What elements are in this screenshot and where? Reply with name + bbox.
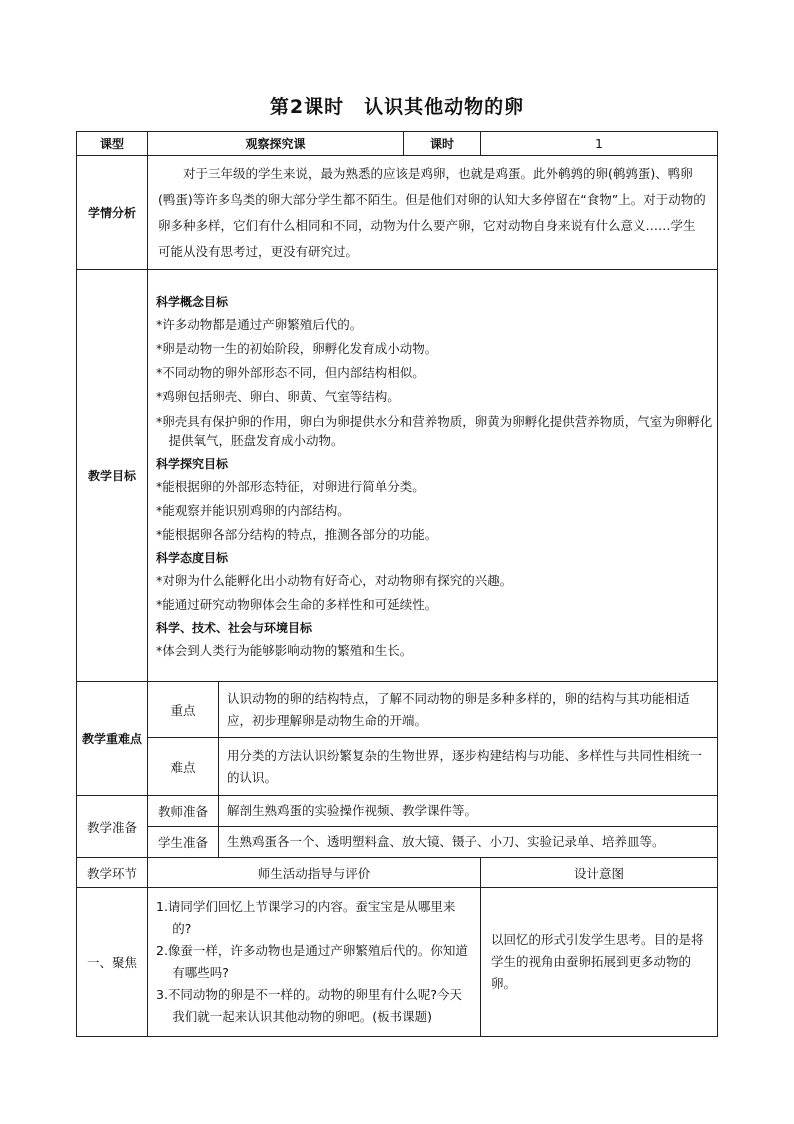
info-row <box>77 132 718 156</box>
teacher-prep-label: 教师准备 <box>148 796 219 827</box>
goal-item: *许多动物都是通过产卵繁殖后代的。 <box>156 316 363 332</box>
focus-row <box>77 682 718 738</box>
difficulty-text: 用分类的方法认识纷繁复杂的生物世界，逐步构建结构与功能、多样性与共同性相统一 的认识。 <box>227 747 703 785</box>
student-prep-label: 学生准备 <box>148 827 219 858</box>
goal-item: *体会到人类行为能够影响动物的繁殖和生长。 <box>156 642 413 658</box>
type-label: 课型 <box>77 132 148 156</box>
goal-item: *能根据卵各部分结构的特点，推测各部分的功能。 <box>156 526 438 542</box>
activity-step: 2.像蚕一样，许多动物也是通过产卵繁殖后代的。你知道有哪些吗? <box>156 943 468 980</box>
prep-label: 教学准备 <box>77 796 148 858</box>
activity-step: 3.不同动物的卵是不一样的。动物的卵里有什么呢?今天我们就一起来认识其他动物的卵吧。(板书课题) <box>156 987 463 1024</box>
goal-item: *卵壳具有保护卵的作用，卵白为卵提供水分和营养物质，卵黄为卵孵化提供营养物质，气室为卵孵化提供氧气，胚盘发育成小动物。 <box>156 413 713 448</box>
goal-item: *能通过研究动物卵体会生命的多样性和可延续性。 <box>156 596 438 612</box>
analysis-text: 对于三年级的学生来说，最为熟悉的应该是鸡卵，也就是鸡蛋。此外鹌鹑的卵(鹌鹑蛋)、鸭卵(鸭蛋)等许多鸟类的卵大部分学生都不陌生。但是他们对卵的认知大多停留在“食物”上。对于动物的卵多种多样，它们有什么相同和不同，动物为什么要产卵，它对动物自身来说有什么意义……学生可能从没有思考过，更没有研究过。 <box>158 165 706 259</box>
analysis-label: 学情分析 <box>77 156 148 270</box>
stage-header: 教学环节 <box>77 858 148 888</box>
stage-name: 一、聚焦 <box>77 888 148 1037</box>
goals-label: 教学目标 <box>77 270 148 682</box>
goal-item: *能观察并能识别鸡卵的内部结构。 <box>156 502 350 518</box>
goal-heading: 科学、技术、社会与环境目标 <box>156 620 313 635</box>
hours-label: 课时 <box>404 132 481 156</box>
difficulty-row <box>77 738 718 796</box>
goals-row <box>77 270 718 682</box>
teacher-prep-row <box>77 796 718 827</box>
difficulty-label: 难点 <box>148 738 219 796</box>
goal-heading: 科学概念目标 <box>156 294 229 309</box>
keypoints-label: 教学重难点 <box>77 682 148 796</box>
goal-heading: 科学态度目标 <box>156 550 229 565</box>
analysis-row <box>77 156 718 270</box>
lesson-plan-table <box>76 131 718 1037</box>
teacher-prep-text: 解剖生熟鸡蛋的实验操作视频、教学课件等。 <box>227 803 478 818</box>
activity-steps <box>148 888 480 1036</box>
student-prep-text: 生熟鸡蛋各一个、透明塑料盒、放大镜、镊子、小刀、实验记录单、培养皿等。 <box>227 834 665 849</box>
activity-step: 1.请同学们回忆上节课学习的内容。蚕宝宝是从哪里来的? <box>156 899 456 936</box>
activity-header: 师生活动指导与评价 <box>148 858 481 888</box>
goal-item: *能根据卵的外部形态特征，对卵进行简单分类。 <box>156 478 425 494</box>
goals-content <box>148 285 717 667</box>
goal-item: *不同动物的卵外部形态不同，但内部结构相似。 <box>156 364 425 380</box>
goal-heading: 科学探究目标 <box>156 456 229 471</box>
focus-label: 重点 <box>148 682 219 738</box>
goal-item: *卵是动物一生的初始阶段，卵孵化发育成小动物。 <box>156 340 438 356</box>
process-row <box>77 888 718 1037</box>
focus-text: 认识动物的卵的结构特点，了解不同动物的卵是多种多样的，卵的结构与其功能相适应，初步理解卵是动物生命的开端。 <box>227 690 690 728</box>
process-header-row <box>77 858 718 888</box>
student-prep-row <box>77 827 718 858</box>
design-intent: 以回忆的形式引发学生思考。目的是将学生的视角由蚕卵拓展到更多动物的卵。 <box>491 932 704 991</box>
intent-header: 设计意图 <box>481 858 718 888</box>
type-value: 观察探究课 <box>148 132 404 156</box>
hours-value: 1 <box>481 132 718 156</box>
goal-item: *对卵为什么能孵化出小动物有好奇心，对动物卵有探究的兴趣。 <box>156 572 513 588</box>
goal-item: *鸡卵包括卵壳、卵白、卵黄、气室等结构。 <box>156 388 400 404</box>
page-title: 第2课时 认识其他动物的卵 <box>269 96 525 118</box>
